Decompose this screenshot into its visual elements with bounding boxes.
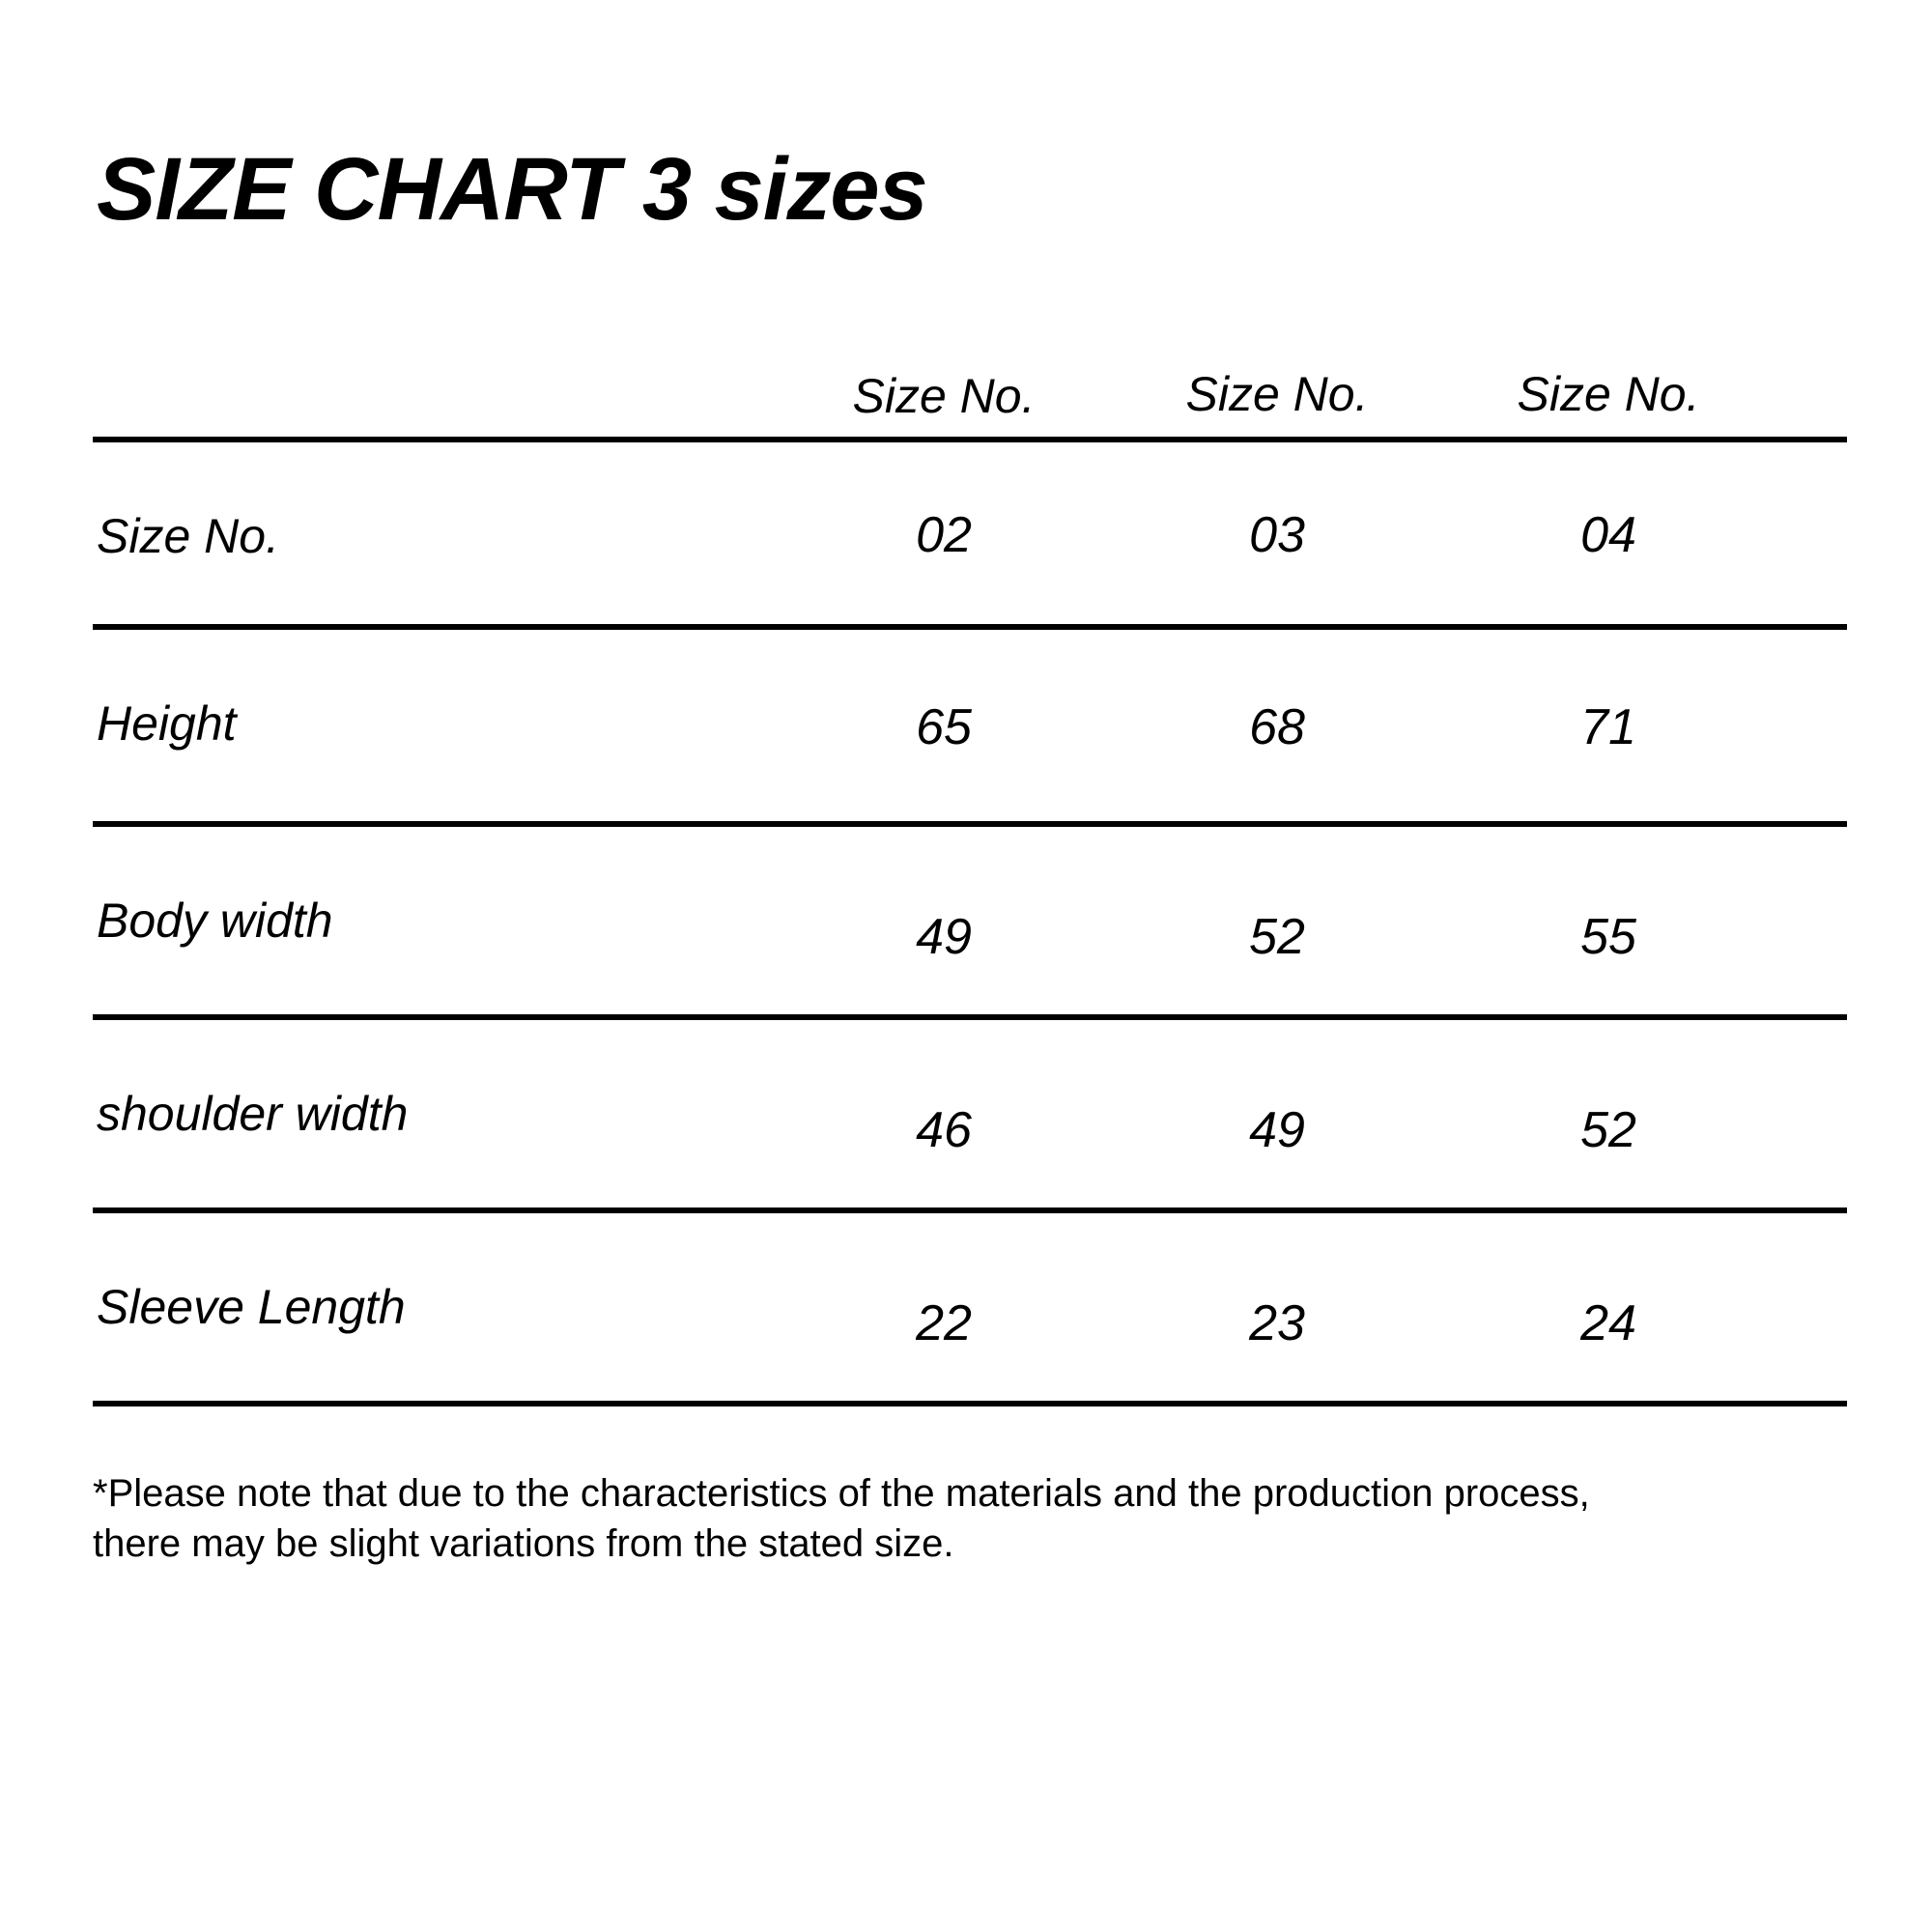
table-cell: 02 [916,507,972,563]
table-divider [93,1014,1847,1020]
note-line: there may be slight variations from the stated size. [93,1522,954,1565]
table-cell: 52 [1580,1102,1636,1158]
table-cell: 55 [1580,909,1636,965]
table-divider [93,624,1847,630]
column-header: Size No. [1517,367,1700,421]
note-line: *Please note that due to the characteristics of the materials and the production process, [93,1472,1590,1515]
table-cell: 24 [1580,1295,1636,1351]
row-label-height: Height [97,696,237,751]
size-disclaimer-note [93,1468,1870,1569]
column-header: Size No. [852,369,1036,423]
table-cell: 23 [1249,1295,1305,1351]
row-label-sleeve-length: Sleeve Length [97,1280,406,1334]
table-divider [93,821,1847,827]
table-cell: 03 [1249,507,1305,563]
row-label-shoulder-width: shoulder width [97,1087,409,1141]
table-cell: 68 [1249,699,1305,755]
page-title: SIZE CHART 3 sizes [97,140,927,239]
table-divider [93,1208,1847,1213]
table-cell: 65 [916,699,972,755]
table-cell: 52 [1249,909,1305,965]
table-cell: 46 [916,1102,972,1158]
table-divider [93,437,1847,442]
table-divider [93,1401,1847,1406]
table-cell: 04 [1580,507,1636,563]
table-cell: 22 [916,1295,972,1351]
row-label-body-width: Body width [97,894,333,948]
table-cell: 71 [1580,699,1636,755]
table-cell: 49 [1249,1102,1305,1158]
table-cell: 49 [916,909,972,965]
column-header: Size No. [1185,367,1369,421]
row-label-size-no: Size No. [97,509,279,563]
